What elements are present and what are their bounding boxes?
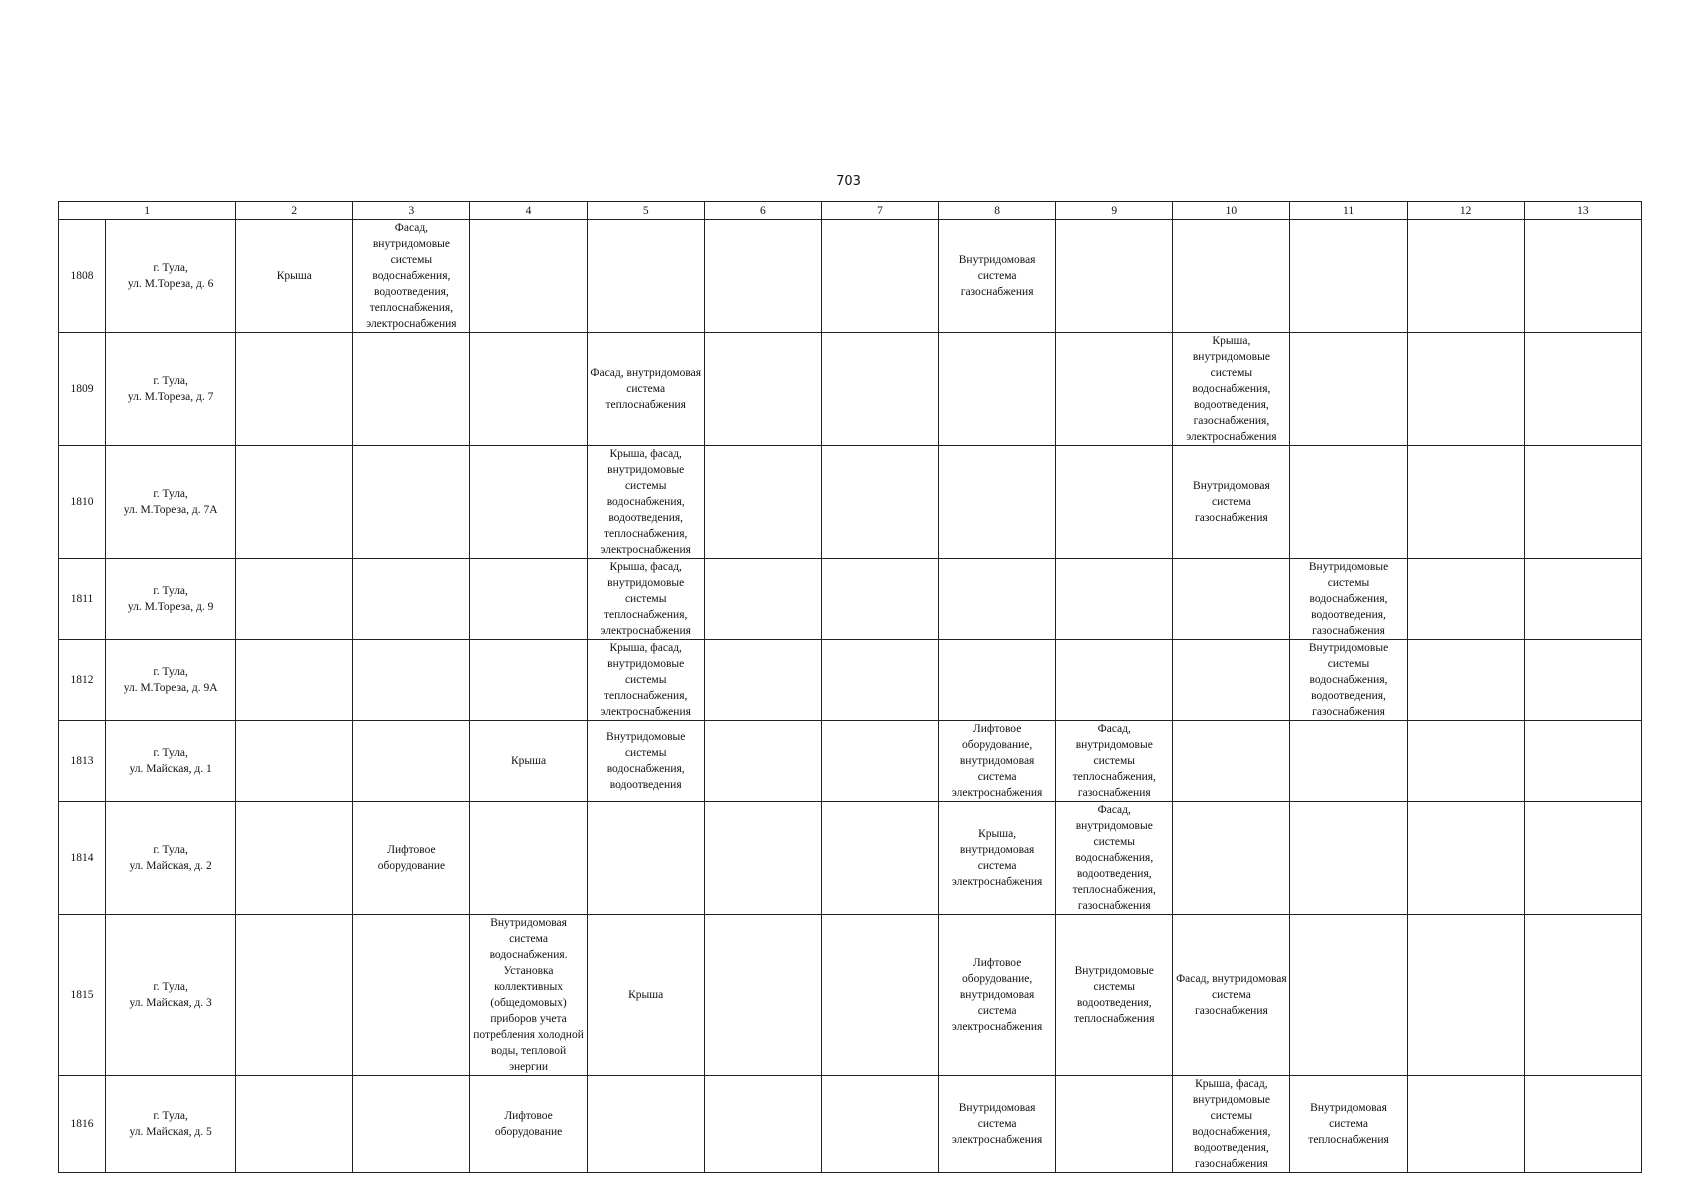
column-header-4: 4 [470,202,587,220]
work-cell-col-9 [939,446,1056,559]
page-number: 703 [836,174,861,189]
work-cell-col-11: Крыша, фасад, внутридомовые системы водоснабжения, водоотведения, газоснабжения [1173,1076,1290,1173]
work-cell-col-11 [1173,721,1290,802]
column-header-8: 8 [939,202,1056,220]
work-cell-col-6: Крыша, фасад, внутридомовые системы теплоснабжения, электроснабжения [587,640,704,721]
work-cell-col-14 [1524,1076,1641,1173]
table-row [59,721,1642,802]
work-cell-col-7 [704,640,821,721]
work-cell-col-5 [470,220,587,333]
work-cell-col-8 [821,333,938,446]
work-cell-col-5: Внутридомовая система водоснабжения. Установка коллективных (общедомовых) приборов учета потребления холодной воды, тепловой энергии [470,915,587,1076]
work-cell-col-7 [704,559,821,640]
work-cell-col-8 [821,915,938,1076]
work-cell-col-12 [1290,915,1407,1076]
column-header-2: 2 [236,202,353,220]
row-number: 1816 [59,1076,106,1173]
work-cell-col-8 [821,1076,938,1173]
address-cell: г. Тула, ул. Майская, д. 1 [106,721,236,802]
work-cell-col-6: Крыша [587,915,704,1076]
table-row [59,220,1642,333]
work-cell-col-3 [236,802,353,915]
table-row [59,559,1642,640]
work-cell-col-7 [704,446,821,559]
work-cell-col-6 [587,802,704,915]
work-cell-col-3 [236,915,353,1076]
address-cell: г. Тула, ул. Майская, д. 2 [106,802,236,915]
work-cell-col-9 [939,333,1056,446]
address-cell: г. Тула, ул. М.Тореза, д. 7А [106,446,236,559]
work-cell-col-8 [821,559,938,640]
column-header-13: 13 [1524,202,1641,220]
work-cell-col-6: Крыша, фасад, внутридомовые системы теплоснабжения, электроснабжения [587,559,704,640]
work-cell-col-9 [939,559,1056,640]
column-header-9: 9 [1056,202,1173,220]
table-row [59,640,1642,721]
work-cell-col-9: Лифтовое оборудование, внутридомовая система электроснабжения [939,721,1056,802]
table-row [59,333,1642,446]
work-cell-col-5 [470,446,587,559]
work-cell-col-4 [353,559,470,640]
work-cell-col-9: Внутридомовая система газоснабжения [939,220,1056,333]
work-cell-col-13 [1407,559,1524,640]
work-cell-col-14 [1524,333,1641,446]
work-cell-col-6: Крыша, фасад, внутридомовые системы водоснабжения, водоотведения, теплоснабжения, электроснабжения [587,446,704,559]
address-cell: г. Тула, ул. М.Тореза, д. 6 [106,220,236,333]
work-cell-col-9: Внутридомовая система электроснабжения [939,1076,1056,1173]
work-cell-col-12 [1290,220,1407,333]
table-row [59,1076,1642,1173]
work-cell-col-10 [1056,446,1173,559]
work-cell-col-12: Внутридомовые системы водоснабжения, водоотведения, газоснабжения [1290,640,1407,721]
work-cell-col-10 [1056,333,1173,446]
work-cell-col-10: Внутридомовые системы водоотведения, теплоснабжения [1056,915,1173,1076]
work-cell-col-4 [353,640,470,721]
work-cell-col-11 [1173,559,1290,640]
work-cell-col-7 [704,802,821,915]
work-cell-col-11 [1173,640,1290,721]
work-cell-col-8 [821,640,938,721]
work-cell-col-12 [1290,446,1407,559]
column-header-7: 7 [821,202,938,220]
work-cell-col-6 [587,220,704,333]
row-number: 1810 [59,446,106,559]
work-cell-col-14 [1524,915,1641,1076]
table-row [59,802,1642,915]
work-cell-col-12 [1290,333,1407,446]
work-cell-col-11: Внутридомовая система газоснабжения [1173,446,1290,559]
work-cell-col-4 [353,915,470,1076]
work-cell-col-7 [704,721,821,802]
work-cell-col-12 [1290,721,1407,802]
repair-schedule-table [58,201,1642,1173]
work-cell-col-6: Фасад, внутридомовая система теплоснабжения [587,333,704,446]
work-cell-col-7 [704,1076,821,1173]
work-cell-col-5: Крыша [470,721,587,802]
address-cell: г. Тула, ул. М.Тореза, д. 9 [106,559,236,640]
work-cell-col-4 [353,446,470,559]
work-cell-col-3 [236,333,353,446]
table-row [59,915,1642,1076]
work-cell-col-3 [236,1076,353,1173]
work-cell-col-4: Фасад, внутридомовые системы водоснабжения, водоотведения, теплоснабжения, электроснабжения [353,220,470,333]
column-header-10: 10 [1173,202,1290,220]
work-cell-col-13 [1407,915,1524,1076]
column-header-11: 11 [1290,202,1407,220]
work-cell-col-3 [236,721,353,802]
work-cell-col-10: Фасад, внутридомовые системы водоснабжения, водоотведения, теплоснабжения, газоснабжения [1056,802,1173,915]
work-cell-col-10: Фасад, внутридомовые системы теплоснабжения, газоснабжения [1056,721,1173,802]
work-cell-col-14 [1524,220,1641,333]
work-cell-col-7 [704,333,821,446]
work-cell-col-6: Внутридомовые системы водоснабжения, водоотведения [587,721,704,802]
row-number: 1809 [59,333,106,446]
work-cell-col-13 [1407,333,1524,446]
work-cell-col-13 [1407,802,1524,915]
work-cell-col-13 [1407,721,1524,802]
work-cell-col-4 [353,333,470,446]
work-cell-col-8 [821,220,938,333]
work-cell-col-13 [1407,220,1524,333]
work-cell-col-3 [236,640,353,721]
address-cell: г. Тула, ул. М.Тореза, д. 9А [106,640,236,721]
work-cell-col-9 [939,640,1056,721]
address-cell: г. Тула, ул. М.Тореза, д. 7 [106,333,236,446]
work-cell-col-11: Крыша, внутридомовые системы водоснабжения, водоотведения, газоснабжения, электроснабжения [1173,333,1290,446]
work-cell-col-13 [1407,640,1524,721]
address-cell: г. Тула, ул. Майская, д. 5 [106,1076,236,1173]
work-cell-col-7 [704,220,821,333]
work-cell-col-9: Крыша, внутридомовая система электроснабжения [939,802,1056,915]
row-number: 1815 [59,915,106,1076]
row-number: 1814 [59,802,106,915]
column-header-12: 12 [1407,202,1524,220]
work-cell-col-5: Лифтовое оборудование [470,1076,587,1173]
column-header-3: 3 [353,202,470,220]
work-cell-col-10 [1056,559,1173,640]
work-cell-col-5 [470,559,587,640]
work-cell-col-3: Крыша [236,220,353,333]
work-cell-col-14 [1524,802,1641,915]
work-cell-col-14 [1524,721,1641,802]
row-number: 1811 [59,559,106,640]
work-cell-col-8 [821,446,938,559]
row-number: 1812 [59,640,106,721]
work-cell-col-5 [470,802,587,915]
work-cell-col-5 [470,333,587,446]
work-cell-col-11: Фасад, внутридомовая система газоснабжения [1173,915,1290,1076]
work-cell-col-14 [1524,446,1641,559]
work-cell-col-9: Лифтовое оборудование, внутридомовая система электроснабжения [939,915,1056,1076]
work-cell-col-7 [704,915,821,1076]
work-cell-col-10 [1056,220,1173,333]
row-number: 1813 [59,721,106,802]
work-cell-col-3 [236,446,353,559]
work-cell-col-11 [1173,220,1290,333]
work-cell-col-8 [821,721,938,802]
table-row [59,446,1642,559]
work-cell-col-4 [353,721,470,802]
work-cell-col-10 [1056,640,1173,721]
work-cell-col-5 [470,640,587,721]
work-cell-col-14 [1524,640,1641,721]
work-cell-col-8 [821,802,938,915]
column-number-header-row [59,202,1642,220]
work-cell-col-13 [1407,446,1524,559]
work-cell-col-4: Лифтовое оборудование [353,802,470,915]
work-cell-col-10 [1056,1076,1173,1173]
column-header-6: 6 [704,202,821,220]
work-cell-col-12 [1290,802,1407,915]
work-cell-col-11 [1173,802,1290,915]
address-cell: г. Тула, ул. Майская, д. 3 [106,915,236,1076]
column-header-5: 5 [587,202,704,220]
work-cell-col-6 [587,1076,704,1173]
work-cell-col-4 [353,1076,470,1173]
work-cell-col-12: Внутридомовая система теплоснабжения [1290,1076,1407,1173]
work-cell-col-14 [1524,559,1641,640]
column-header-1: 1 [59,202,236,220]
row-number: 1808 [59,220,106,333]
work-cell-col-12: Внутридомовые системы водоснабжения, водоотведения, газоснабжения [1290,559,1407,640]
work-cell-col-3 [236,559,353,640]
work-cell-col-13 [1407,1076,1524,1173]
